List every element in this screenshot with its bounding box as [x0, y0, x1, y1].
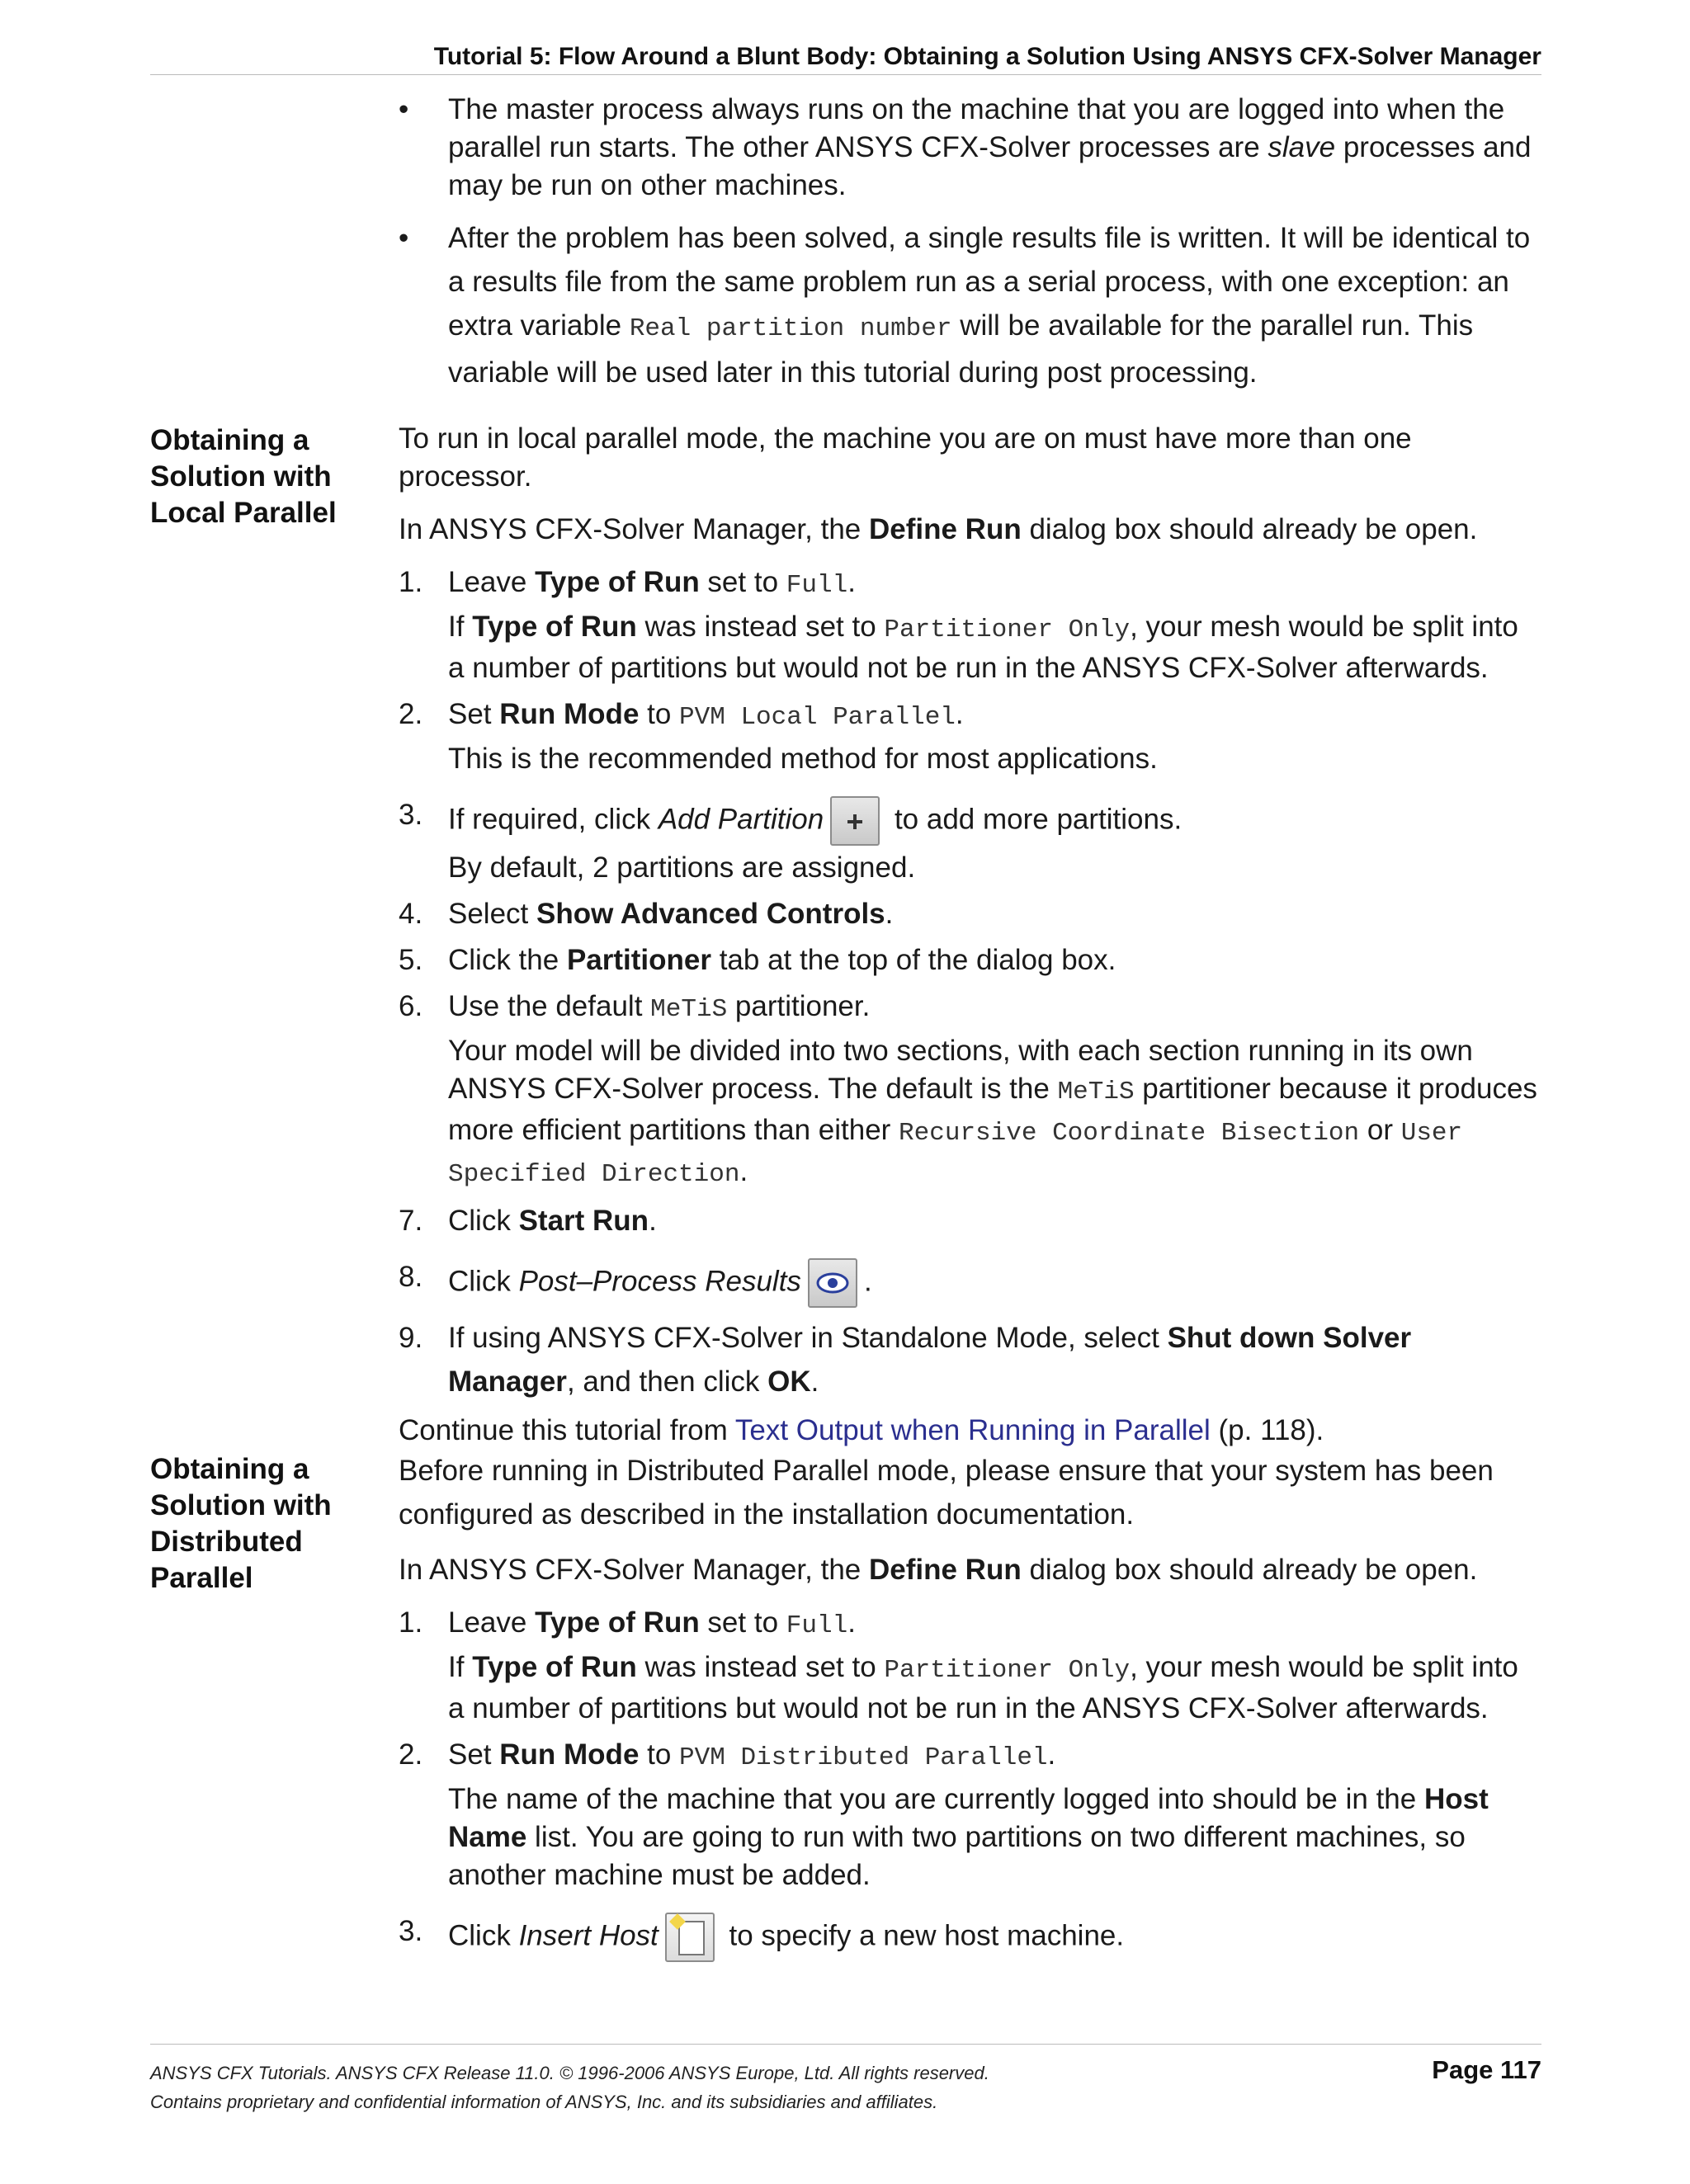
intro-bullet-master: • The master process always runs on the machine that you are logged into when the parallel run starts. The other ANSYS CFX-Solver processes are slave processes and may be run on other machines. — [399, 91, 1541, 205]
local-define-run-text: In ANSYS CFX-Solver Manager, the Define Run dialog box should already be open. — [399, 513, 1478, 545]
footer-copyright: ANSYS CFX Tutorials. ANSYS CFX Release 11.0. © 1996-2006 ANSYS Europe, Ltd. All rights reserved. — [150, 2063, 989, 2083]
local-step-3: 3. If required, click Add Partition to add more partitions. By default, 2 partitions are assigned. — [399, 796, 1541, 887]
add-partition-icon[interactable] — [830, 796, 880, 846]
dist-step-2: 2. Set Run Mode to PVM Distributed Parallel. The name of the machine that you are currently logged into should be in the Host Name list. You are going to run with two partitions on two different machines, so another machine must be added. — [399, 1738, 1489, 1891]
local-continue-text: Continue this tutorial from Text Output when Running in Parallel (p. 118). — [399, 1414, 1324, 1446]
dist-intro-text: Before running in Distributed Parallel mode, please ensure that your system has been configured as described in the installation documentation. — [399, 1455, 1494, 1531]
dist-step-1: 1. Leave Type of Run set to Full. If Type of Run was instead set to Partitioner Only, your mesh would be split into a number of partitions but would not be run in the ANSYS CFX-Solver afterwards. — [399, 1606, 1518, 1724]
local-intro-text: To run in local parallel mode, the machine you are on must have more than one processor. — [399, 422, 1412, 493]
dist-define-run-text: In ANSYS CFX-Solver Manager, the Define Run dialog box should already be open. — [399, 1554, 1478, 1586]
footer-rule — [150, 2044, 1541, 2045]
local-parallel-heading: Obtaining a Solution with Local Parallel — [150, 424, 337, 529]
intro-section — [399, 91, 1541, 406]
footer-text — [150, 2059, 989, 2116]
local-step-1: 1. Leave Type of Run set to Full. If Type of Run was instead set to Partitioner Only, your mesh would be split into a number of partitions but would not be run in the ANSYS CFX-Solver afterwards. — [399, 566, 1518, 684]
local-step-5: 5. Click the Partitioner tab at the top of the dialog box. — [399, 944, 1116, 976]
dist-step-3: 3. Click Insert Host to specify a new host machine. — [399, 1913, 1541, 1962]
insert-host-icon[interactable] — [665, 1913, 715, 1962]
intro-bullets — [399, 91, 1541, 394]
local-step-9: 9. If using ANSYS CFX-Solver in Standalone Mode, select Shut down Solver Manager, and then click OK. — [399, 1322, 1412, 1398]
local-step-2: 2. Set Run Mode to PVM Local Parallel. This is the recommended method for most applications. — [399, 698, 1158, 775]
post-process-results-icon[interactable] — [808, 1258, 857, 1308]
page-number: Page 117 — [1432, 2055, 1541, 2084]
local-step-4: 4. Select Show Advanced Controls. — [399, 898, 894, 930]
page-header-title: Tutorial 5: Flow Around a Blunt Body: Obtaining a Solution Using ANSYS CFX-Solver Manager — [433, 43, 1541, 70]
header-rule — [150, 74, 1541, 75]
distributed-parallel-section — [399, 1449, 1541, 1970]
text-output-link[interactable]: Text Output when Running in Parallel — [734, 1414, 1211, 1446]
local-step-7: 7. Click Start Run. — [399, 1205, 657, 1237]
local-step-8: 8. Click Post–Process Results . — [399, 1258, 1541, 1308]
distributed-parallel-heading: Obtaining a Solution with Distributed Parallel — [150, 1453, 332, 1594]
footer-confidential: Contains proprietary and confidential information of ANSYS, Inc. and its subsidiaries and affiliates. — [150, 2092, 938, 2112]
local-step-6: 6. Use the default MeTiS partitioner. Your model will be divided into two sections, with each section running in its own ANSYS CFX-Solver process. The default is the MeTiS partitioner because it produces more efficient partitions than either Recursive Coordinate Bisection or User Specified Direction. — [399, 990, 1537, 1189]
local-parallel-section — [399, 420, 1541, 1465]
intro-bullet-results: • After the problem has been solved, a single results file is written. It will be identical to a results file from the same problem run as a serial process, with one exception: an extra variable Real partition number will be available for the parallel run. This variable will be used later in this tutorial during post processing. — [399, 216, 1541, 394]
